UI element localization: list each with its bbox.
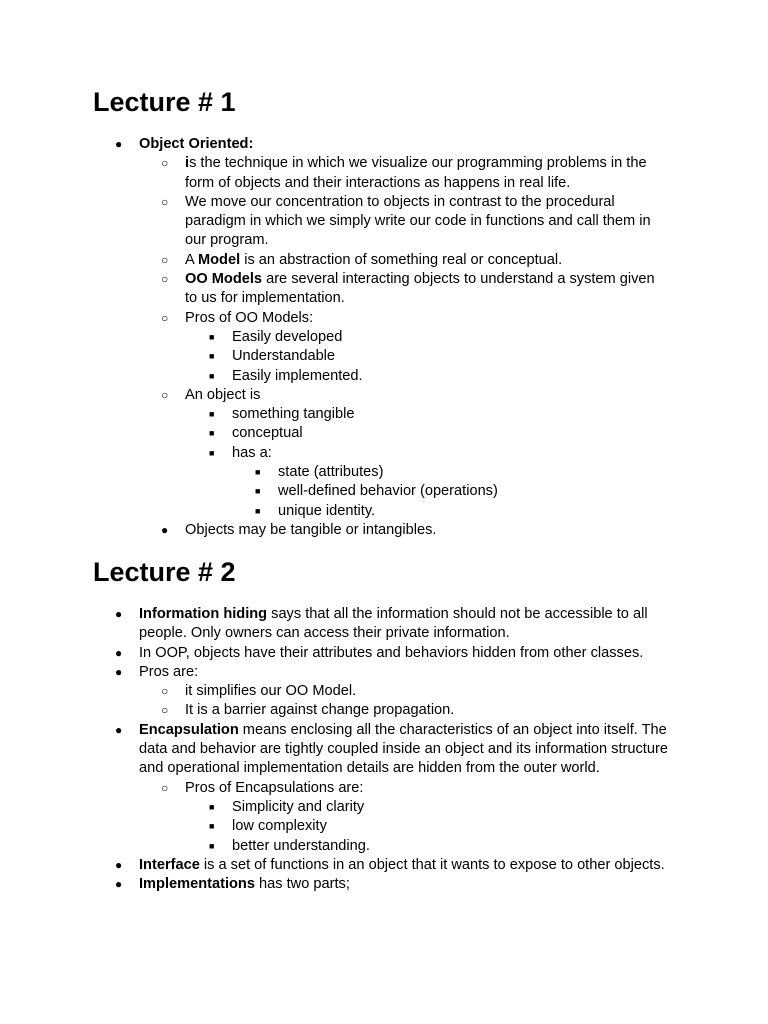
interface: Interface is a set of functions in an object that it wants to expose to other objects. <box>139 856 665 873</box>
lecture-2-list <box>0 605 768 894</box>
tangible-note: Objects may be tangible or intangibles. <box>185 521 437 538</box>
bullet-circle-icon: ○ <box>161 156 169 171</box>
pros-label: Pros are: <box>139 663 199 680</box>
bullet-disc-icon: ● <box>115 664 123 679</box>
bullet-circle-icon: ○ <box>161 194 169 209</box>
list-item: ○ it simplifies our OO Model. <box>0 682 768 701</box>
bullet-square-icon: ■ <box>209 409 215 420</box>
bullet-circle-icon: ○ <box>161 310 169 325</box>
bullet-disc-icon: ● <box>115 857 123 872</box>
list-item <box>0 386 768 405</box>
bullet-disc-icon: ● <box>115 722 123 737</box>
bullet-square-icon: ■ <box>209 840 215 851</box>
bullet-circle-icon: ○ <box>161 387 169 402</box>
list-item <box>0 644 768 663</box>
bullet-square-icon: ■ <box>209 801 215 812</box>
bullet-disc-icon: ● <box>115 645 123 660</box>
list-item <box>0 154 768 193</box>
list-item <box>0 663 768 682</box>
list-item <box>0 135 768 154</box>
list-item <box>0 270 768 309</box>
bullet-square-icon: ■ <box>209 370 215 381</box>
list-item: ■ conceptual <box>0 424 768 443</box>
object-is-label: An object is <box>185 386 261 403</box>
list-item <box>0 605 768 644</box>
list-item <box>0 875 768 894</box>
bullet-square-icon: ■ <box>209 351 215 362</box>
object-oriented-label: Object Oriented: <box>139 136 254 152</box>
list-item: ■ Understandable <box>0 347 768 366</box>
list-item: ■ Easily implemented. <box>0 367 768 386</box>
list-item <box>0 521 768 540</box>
list-item <box>0 309 768 328</box>
list-item <box>0 251 768 270</box>
lecture-2-heading: Lecture # 2 <box>93 557 236 587</box>
list-item: ○ It is a barrier against change propagation. <box>0 701 768 720</box>
bullet-square-icon: ■ <box>209 331 215 342</box>
information-hiding: Information hiding says that all the information should not be accessible to all people. Only owners can access their private information. <box>139 606 648 642</box>
bullet-square-icon: ■ <box>209 447 215 458</box>
list-item: ■ something tangible <box>0 405 768 424</box>
oo-models-definition: OO Models are several interacting objects to understand a system given to us for implementation. <box>185 271 655 307</box>
bullet-circle-icon: ○ <box>161 780 169 795</box>
oo-concentration: We move our concentration to objects in contrast to the procedural paradigm in which we simply write our code in functions and call them in our program. <box>185 193 651 249</box>
bullet-square-icon: ■ <box>255 486 261 497</box>
list-item <box>0 856 768 875</box>
encapsulation: Encapsulation means enclosing all the characteristics of an object into itself. The data and behavior are tightly coupled inside an object and its information structure and operational implementation details are hidden from the outer world. <box>139 721 668 777</box>
list-item: ■ unique identity. <box>0 502 768 521</box>
list-item <box>0 193 768 251</box>
bullet-square-icon: ■ <box>255 467 261 478</box>
oop-hidden: In OOP, objects have their attributes and behaviors hidden from other classes. <box>139 644 644 661</box>
lecture-1-heading: Lecture # 1 <box>93 87 236 117</box>
list-item <box>0 721 768 779</box>
bullet-disc-icon: ● <box>161 522 169 537</box>
list-item: ■ has a: <box>0 444 768 463</box>
list-item: ■ low complexity <box>0 817 768 836</box>
list-item <box>0 779 768 798</box>
bullet-circle-icon: ○ <box>161 684 169 699</box>
lecture-1-list <box>0 135 768 540</box>
bullet-square-icon: ■ <box>209 428 215 439</box>
bullet-square-icon: ■ <box>255 505 261 516</box>
list-item: ■ Simplicity and clarity <box>0 798 768 817</box>
list-item: ■ well-defined behavior (operations) <box>0 482 768 501</box>
bullet-disc-icon: ● <box>115 137 123 151</box>
bullet-square-icon: ■ <box>209 821 215 832</box>
implementations: Implementations has two parts; <box>139 876 350 893</box>
bullet-disc-icon: ● <box>115 877 123 892</box>
list-item: ■ better understanding. <box>0 837 768 856</box>
bullet-circle-icon: ○ <box>161 252 169 267</box>
encapsulation-pros-label: Pros of Encapsulations are: <box>185 779 364 796</box>
bullet-disc-icon: ● <box>115 607 123 621</box>
bullet-circle-icon: ○ <box>161 703 169 718</box>
bullet-circle-icon: ○ <box>161 272 169 287</box>
list-item: ■ Easily developed <box>0 328 768 347</box>
pros-of-oo-models: Pros of OO Models: <box>185 309 314 326</box>
model-definition: A Model is an abstraction of something real or conceptual. <box>185 251 563 268</box>
oo-definition: is the technique in which we visualize our programming problems in the form of objects and their interactions as happens in real life. <box>185 155 647 191</box>
list-item: ■ state (attributes) <box>0 463 768 482</box>
